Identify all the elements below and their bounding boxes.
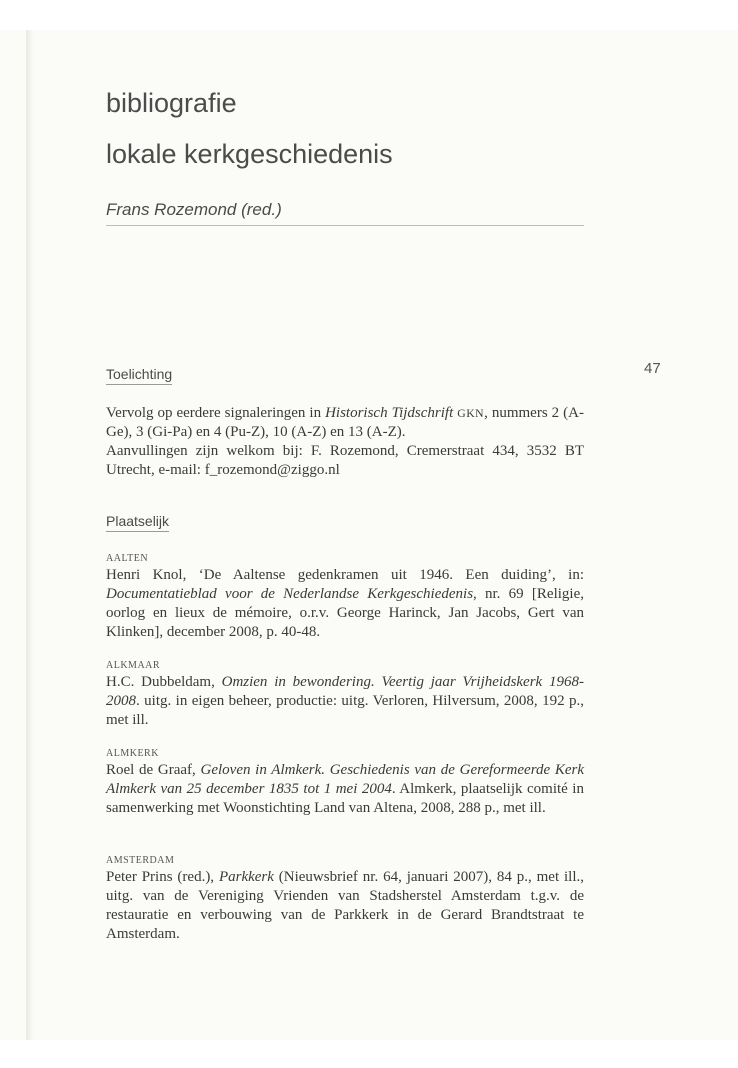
- entry-text-aalten: [106, 566, 584, 642]
- plaatselijk-heading-text: Plaatselijk: [106, 513, 169, 532]
- page-spine-shadow: [26, 30, 34, 1040]
- page-number: 47: [644, 360, 661, 377]
- intro-contact: Aanvullingen zijn welkom bij: F. Rozemond, Cremerstraat 434, 3532 BT Utrecht, e-mail: f_rozemond@ziggo.nl: [106, 443, 584, 478]
- entry-text-alkmaar: [106, 673, 584, 730]
- entry-place-alkmaar: ALKMAAR: [106, 660, 161, 671]
- page-title-line2: lokale kerkgeschiedenis: [106, 139, 393, 169]
- entry-after: . uitg. in eigen beheer, productie: uitg. Verloren, Hilversum, 2008, 192 p., met ill.: [106, 693, 584, 728]
- intro-journal-abbr: GKN: [457, 407, 485, 420]
- entry-place-aalten: AALTEN: [106, 553, 149, 564]
- entry-after: (Nieuwsbrief nr. 64, januari 2007), 84 p., met ill., uitg. van de Vereniging Vrienden van Stadsherstel Amsterdam t.g.v. de restauratie en verbouwing van de Parkkerk in de Gerard Brandtstraat te Amsterdam.: [106, 869, 584, 942]
- entry-italic-title: Documentatieblad voor de Nederlandse Kerkgeschiedenis: [106, 586, 474, 602]
- scan-bottom-margin: [0, 1040, 738, 1068]
- author-underline: [106, 225, 584, 226]
- entry-before: H.C. Dubbeldam,: [106, 674, 222, 690]
- entry-italic-title: Omzien in bewondering. Veertig jaar Vrijheidskerk 1968-2008: [106, 674, 584, 709]
- page-title-line1: bibliografie: [106, 88, 237, 118]
- section-heading-toelichting: [106, 366, 172, 382]
- intro-journal-title: Historisch Tijdschrift: [325, 405, 454, 421]
- intro-text-b: , nummers 2 (A-Ge), 3 (Gi-Pa) en 4 (Pu-Z), 10 (A-Z) en 13 (A-Z).: [106, 405, 584, 440]
- section-heading-plaatselijk: [106, 513, 169, 529]
- entry-place-amsterdam: AMSTERDAM: [106, 855, 175, 866]
- entry-text-almkerk: [106, 761, 584, 818]
- scan-top-margin: [0, 0, 738, 30]
- entry-after: . Almkerk, plaatselijk comité in samenwerking met Woonstichting Land van Altena, 2008, 288 p., met ill.: [106, 781, 584, 816]
- entry-before: Roel de Graaf,: [106, 762, 201, 778]
- entry-italic-title: Geloven in Almkerk. Geschiedenis van de Gereformeerde Kerk Almkerk van 25 december 1835 tot 1 mei 2004: [106, 762, 584, 797]
- intro-text-a: Vervolg op eerdere signaleringen in: [106, 405, 326, 421]
- author-line: Frans Rozemond (red.): [106, 200, 282, 219]
- entry-before: Peter Prins (red.),: [106, 869, 219, 885]
- entry-text-amsterdam: [106, 868, 584, 944]
- entry-before: Henri Knol, ‘De Aaltense gedenkramen uit 1946. Een duiding’, in:: [106, 567, 584, 583]
- entry-italic-title: Parkkerk: [218, 869, 274, 885]
- entry-after: , nr. 69 [Religie, oorlog en lieux de mémoire, o.r.v. George Harinck, Jan Jacobs, Gert van Klinken], december 2008, p. 40-48.: [106, 586, 584, 640]
- toelichting-heading-text: Toelichting: [106, 366, 172, 385]
- entry-place-almkerk: ALMKERK: [106, 748, 159, 759]
- toelichting-paragraph: [106, 404, 584, 480]
